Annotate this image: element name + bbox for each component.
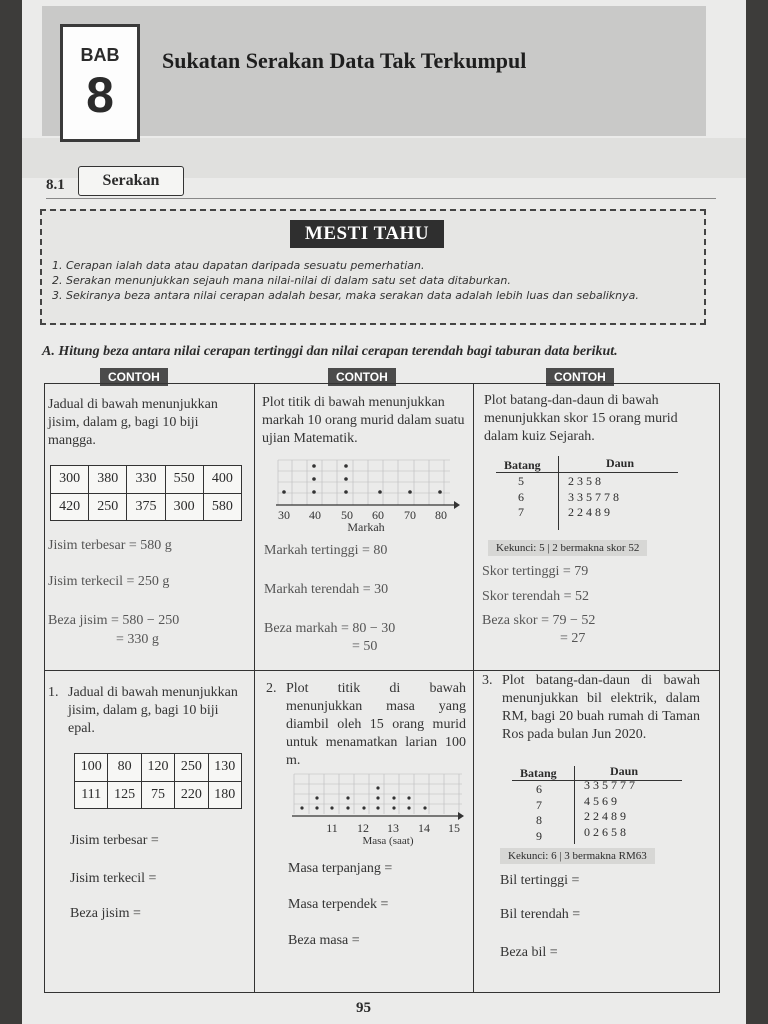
question-2-text: Plot titik di bawah menunjukkan masa yang diambil oleh 15 orang murid untuk menamatkan larian 100 m. <box>286 681 466 768</box>
example-2-answer-max: Markah tertinggi = 80 <box>264 543 388 558</box>
stem-header: Batang <box>520 766 557 780</box>
axis-label: Masa (saat) <box>362 835 414 847</box>
stem-leaf-divider <box>558 456 559 530</box>
chapter-title: Sukatan Serakan Data Tak Terkumpul <box>162 48 527 73</box>
section-title: Serakan <box>78 166 184 196</box>
example-2-dot-plot <box>270 455 462 535</box>
table-cell: 250 <box>175 754 208 782</box>
mesti-tahu-point: 1. Cerapan ialah data atau dapatan daripada sesuatu pemerhatian. <box>52 259 425 272</box>
question-1-max-prompt: Jisim terbesar = <box>70 833 159 848</box>
table-cell: 380 <box>89 466 127 494</box>
table-cell: 220 <box>175 781 208 809</box>
tick-label: 15 <box>448 821 460 835</box>
example-3-answer-result: = 27 <box>560 631 586 646</box>
grid-divider <box>473 383 474 993</box>
table-cell: 180 <box>208 781 241 809</box>
table-cell: 125 <box>108 781 141 809</box>
table-cell: 375 <box>127 493 165 521</box>
leaf-header: Daun <box>610 764 639 778</box>
question-3-key: Kekunci: 6 | 3 bermakna RM63 <box>500 848 655 864</box>
contoh-label-2: CONTOH <box>328 368 396 386</box>
stem-values: 5 6 7 <box>518 474 524 519</box>
question-3-text: Plot batang-dan-daun di bawah menunjukkan bil elektrik, dalam RM, bagi 20 buah rumah di Taman Ros pada bulan Jun 2020. <box>502 673 700 742</box>
mesti-tahu-list <box>52 258 702 303</box>
question-1-range-prompt: Beza jisim = <box>70 906 141 921</box>
question-3-range-prompt: Beza bil = <box>500 945 558 960</box>
grid-divider <box>254 383 255 993</box>
contoh-label-1: CONTOH <box>100 368 168 386</box>
mesti-tahu-point: 2. Serakan menunjukkan sejauh mana nilai-nilai di dalam satu set data ditaburkan. <box>52 274 511 287</box>
example-1-answer-max: Jisim terbesar = 580 g <box>48 538 172 553</box>
example-3-key: Kekunci: 5 | 2 bermakna skor 52 <box>488 540 647 556</box>
contoh-label-3: CONTOH <box>546 368 614 386</box>
example-1-answer-range: Beza jisim = 580 − 250 <box>48 613 180 628</box>
tick-label: 12 <box>357 821 369 835</box>
example-2-text: Plot titik di bawah menunjukkan markah 10 orang murid dalam suatu ujian Matematik. <box>262 395 465 446</box>
mesti-tahu-title: MESTI TAHU <box>290 220 444 248</box>
question-2-max-prompt: Masa terpanjang = <box>288 861 393 876</box>
table-cell: 75 <box>141 781 174 809</box>
question-1-table <box>74 753 242 809</box>
grid-divider <box>44 670 720 671</box>
table-cell: 300 <box>165 493 203 521</box>
leaf-header: Daun <box>606 456 635 470</box>
tick-label: 14 <box>418 821 430 835</box>
example-1-answer-result: = 330 g <box>116 632 159 647</box>
question-3-number: 3. <box>482 673 493 688</box>
example-3-answer-max: Skor tertinggi = 79 <box>482 564 589 579</box>
chapter-badge <box>60 24 140 142</box>
question-1-text: Jadual di bawah menunjukkan jisim, dalam g, bagi 10 biji epal. <box>68 685 238 736</box>
question-2-range-prompt: Beza masa = <box>288 933 360 948</box>
example-2-answer-min: Markah terendah = 30 <box>264 582 389 597</box>
question-3-min-prompt: Bil terendah = <box>500 907 581 922</box>
table-cell: 120 <box>141 754 174 782</box>
question-2-min-prompt: Masa terpendek = <box>288 897 389 912</box>
table-cell: 100 <box>75 754 108 782</box>
table-cell: 330 <box>127 466 165 494</box>
axis-label: Markah <box>347 520 385 534</box>
leaf-values: 3 3 5 7 7 7 4 5 6 9 2 2 4 8 9 0 2 6 5 8 <box>584 778 635 839</box>
example-3-answer-range: Beza skor = 79 − 52 <box>482 613 596 628</box>
example-3-text: Plot batang-dan-daun di bawah menunjukkan skor 15 orang murid dalam kuiz Sejarah. <box>484 393 678 444</box>
chapter-number: 8 <box>86 67 114 123</box>
example-1-table <box>50 465 242 521</box>
question-2-number: 2. <box>266 681 277 696</box>
example-1-answer-min: Jisim terkecil = 250 g <box>48 574 170 589</box>
stem-leaf-divider <box>574 766 575 844</box>
table-cell: 300 <box>51 466 89 494</box>
question-2-dot-plot <box>288 770 468 850</box>
tick-label: 40 <box>309 508 321 522</box>
section-divider <box>46 198 716 199</box>
table-cell: 130 <box>208 754 241 782</box>
table-cell: 420 <box>51 493 89 521</box>
example-1-text: Jadual di bawah menunjukkan jisim, dalam g, bagi 10 biji mangga. <box>48 397 218 448</box>
stem-leaf-rule <box>496 472 678 473</box>
table-cell: 580 <box>203 493 241 521</box>
question-a-instruction: A. Hitung beza antara nilai cerapan tertinggi dan nilai cerapan terendah bagi taburan data berikut. <box>42 344 618 359</box>
tick-label: 13 <box>387 821 399 835</box>
tick-label: 70 <box>404 508 416 522</box>
table-cell: 550 <box>165 466 203 494</box>
stem-values: 6 7 8 9 <box>536 782 542 843</box>
example-2-answer-result: = 50 <box>352 639 378 654</box>
section-number: 8.1 <box>46 177 65 193</box>
page-number: 95 <box>356 1000 371 1016</box>
tick-label: 30 <box>278 508 290 522</box>
example-3-answer-min: Skor terendah = 52 <box>482 589 590 604</box>
tick-label: 11 <box>326 821 338 835</box>
stem-header: Batang <box>504 458 541 472</box>
tick-label: 60 <box>372 508 384 522</box>
mesti-tahu-point: 3. Sekiranya beza antara nilai cerapan adalah besar, maka serakan data adalah lebih luas dan sebaliknya. <box>52 289 639 302</box>
workbook-page <box>22 0 746 1024</box>
tick-label: 50 <box>341 508 353 522</box>
question-3-max-prompt: Bil tertinggi = <box>500 873 580 888</box>
bab-label: BAB <box>80 45 120 65</box>
table-cell: 250 <box>89 493 127 521</box>
question-1-min-prompt: Jisim terkecil = <box>70 871 157 886</box>
table-cell: 111 <box>75 781 108 809</box>
table-cell: 80 <box>108 754 141 782</box>
tick-label: 80 <box>435 508 447 522</box>
question-1-number: 1. <box>48 685 59 700</box>
table-cell: 400 <box>203 466 241 494</box>
leaf-values: 2 3 5 8 3 3 5 7 7 8 2 2 4 8 9 <box>568 474 619 519</box>
example-2-answer-range: Beza markah = 80 − 30 <box>264 621 396 636</box>
